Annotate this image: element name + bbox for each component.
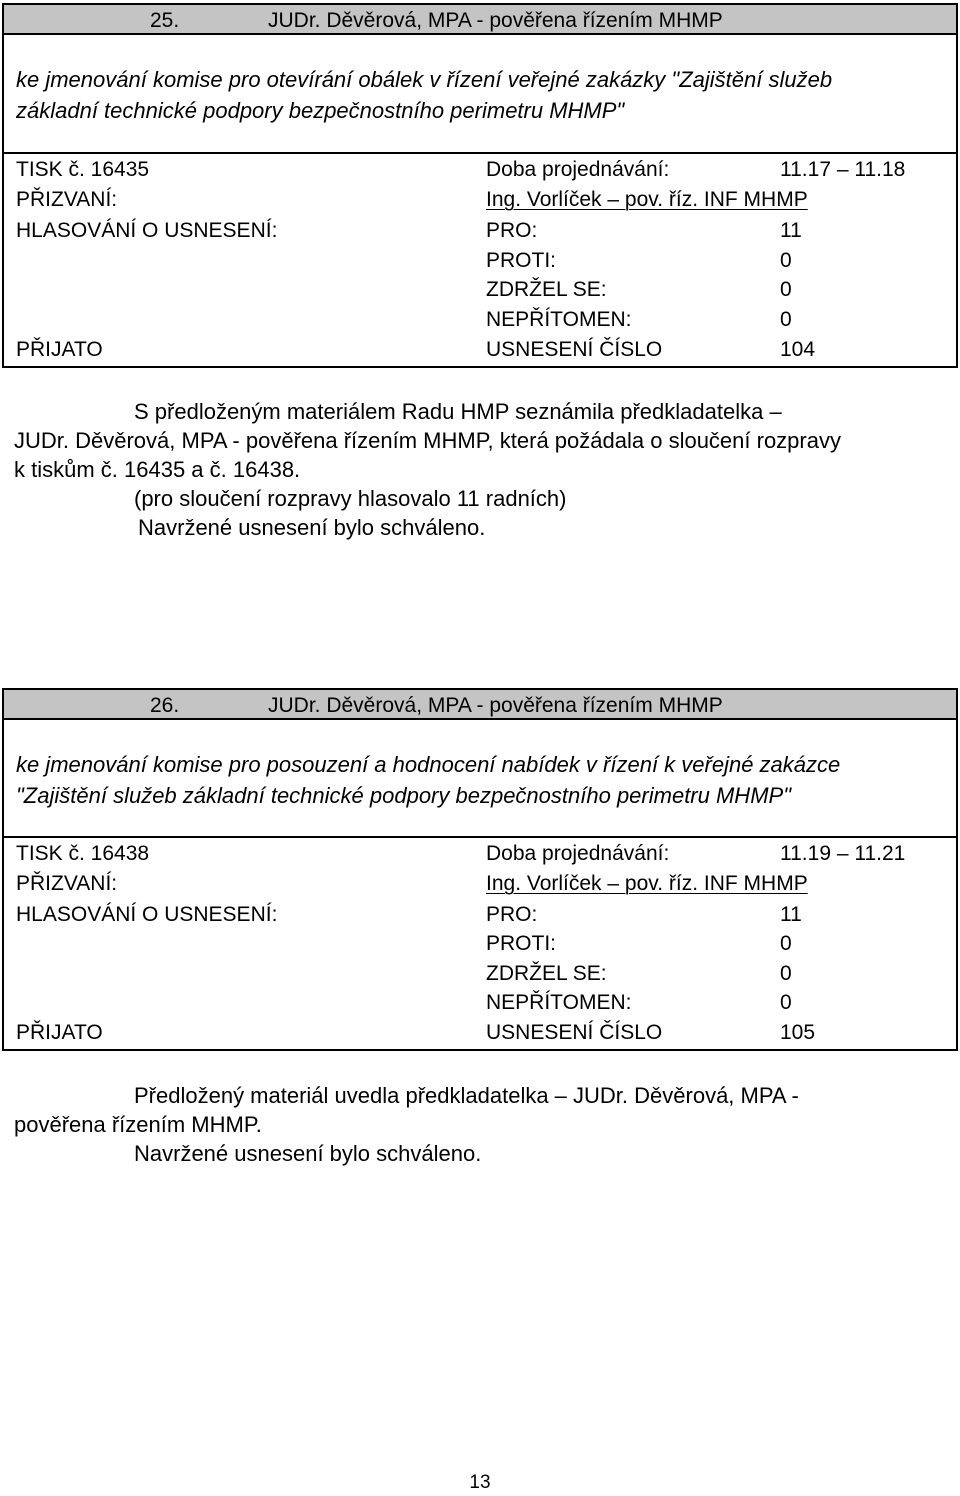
note-line: k tiskům č. 16435 a č. 16438.	[14, 457, 301, 482]
vote-table	[2, 154, 958, 368]
duration-label: Doba projednávání:	[486, 842, 670, 865]
vote-nepritomen-label: NEPŘÍTOMEN:	[486, 308, 632, 331]
resolution-label: USNESENÍ ČÍSLO	[486, 338, 663, 361]
duration-value: 11.19 – 11.21	[780, 842, 906, 865]
item-header	[2, 688, 958, 720]
duration-value: 11.17 – 11.18	[780, 158, 906, 181]
vote-pro-label: PRO:	[486, 903, 538, 926]
invited-label: PŘIZVANÍ:	[16, 872, 118, 895]
page-number: 13	[469, 1472, 491, 1493]
item-subject	[2, 720, 958, 838]
item-presenter: JUDr. Děvěrová, MPA - pověřena řízením MHMP	[268, 694, 723, 717]
vote-proti-value: 0	[780, 249, 792, 272]
vote-nepritomen-value: 0	[780, 308, 792, 331]
vote-zdrzel-value: 0	[780, 962, 792, 985]
subject-line: ke jmenování komise pro posouzení a hodnocení nabídek v řízení k veřejné zakázce	[16, 752, 841, 777]
vote-nepritomen-value: 0	[780, 991, 792, 1014]
vote-proti-label: PROTI:	[486, 932, 557, 955]
item-header	[2, 3, 958, 35]
subject-line: ke jmenování komise pro otevírání obálek v řízení veřejné zakázky "Zajištění služeb	[16, 67, 833, 92]
note-line: (pro sloučení rozpravy hlasovalo 11 radních)	[134, 486, 567, 511]
note-line: JUDr. Děvěrová, MPA - pověřena řízením MHMP, která požádala o sloučení rozpravy	[14, 428, 841, 453]
note-line: Navržené usnesení bylo schváleno.	[138, 515, 486, 540]
vote-proti-value: 0	[780, 932, 792, 955]
tisk-label: TISK č. 16435	[16, 158, 150, 181]
item-subject	[2, 35, 958, 154]
note-line: S předloženým materiálem Radu HMP seznámila předkladatelka –	[134, 399, 782, 424]
item-presenter: JUDr. Děvěrová, MPA - pověřena řízením MHMP	[268, 9, 723, 32]
vote-pro-label: PRO:	[486, 219, 538, 242]
vote-label: HLASOVÁNÍ O USNESENÍ:	[16, 219, 278, 242]
note-line: Předložený materiál uvedla předkladatelka – JUDr. Děvěrová, MPA -	[134, 1083, 799, 1108]
vote-pro-value: 11	[780, 903, 802, 926]
vote-zdrzel-label: ZDRŽEL SE:	[486, 962, 607, 985]
item-number: 25.	[150, 9, 180, 32]
note-line: Navržené usnesení bylo schváleno.	[134, 1141, 482, 1166]
subject-line: "Zajištění služeb základní technické podpory bezpečnostního perimetru MHMP"	[16, 783, 792, 808]
resolution-number: 105	[780, 1021, 816, 1044]
note-line: pověřena řízením MHMP.	[14, 1112, 262, 1137]
tisk-label: TISK č. 16438	[16, 842, 150, 865]
invited-label: PŘIZVANÍ:	[16, 188, 118, 211]
resolution-number: 104	[780, 338, 816, 361]
result-label: PŘIJATO	[16, 338, 103, 361]
vote-table	[2, 838, 958, 1051]
invited-value: Ing. Vorlíček – pov. říz. INF MHMP	[486, 872, 808, 895]
subject-line: základní technické podpory bezpečnostního perimetru MHMP"	[16, 98, 625, 123]
vote-proti-label: PROTI:	[486, 249, 557, 272]
duration-label: Doba projednávání:	[486, 158, 670, 181]
resolution-label: USNESENÍ ČÍSLO	[486, 1021, 663, 1044]
result-label: PŘIJATO	[16, 1021, 103, 1044]
invited-value: Ing. Vorlíček – pov. říz. INF MHMP	[486, 188, 808, 211]
vote-zdrzel-label: ZDRŽEL SE:	[486, 278, 607, 301]
vote-nepritomen-label: NEPŘÍTOMEN:	[486, 991, 632, 1014]
item-number: 26.	[150, 694, 180, 717]
vote-zdrzel-value: 0	[780, 278, 792, 301]
vote-pro-value: 11	[780, 219, 802, 242]
vote-label: HLASOVÁNÍ O USNESENÍ:	[16, 903, 278, 926]
